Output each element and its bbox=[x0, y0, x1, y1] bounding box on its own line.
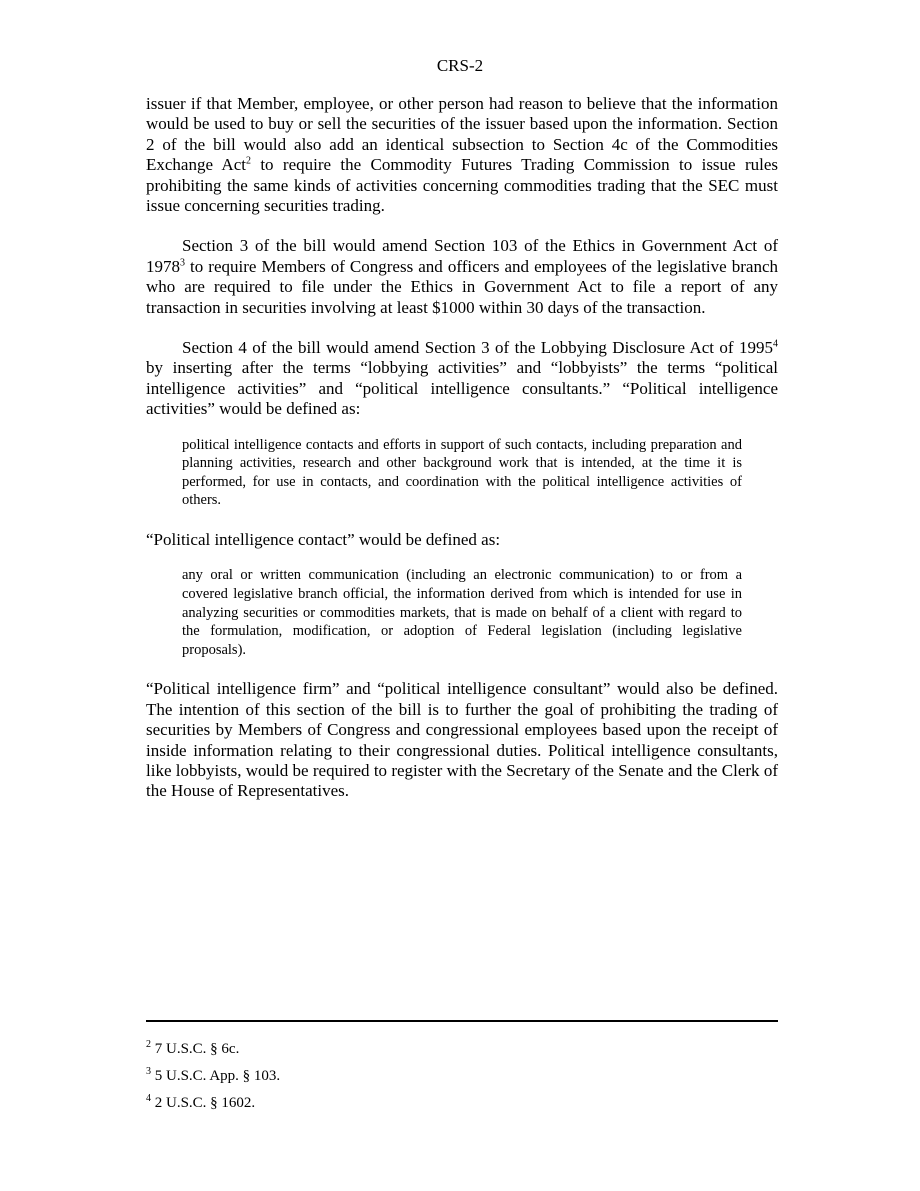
footnote-ref-3: 3 bbox=[180, 257, 185, 269]
paragraph-text: Section 4 of the bill would amend Section 3 of the Lobbying Disclosure Act of 1995 bbox=[182, 338, 773, 358]
footnote-text: 5 U.S.C. App. § 103. bbox=[151, 1068, 281, 1084]
paragraph-section-3 bbox=[146, 236, 778, 318]
footnote-number: 3 bbox=[146, 1066, 151, 1077]
paragraph-section-2 bbox=[146, 94, 778, 216]
footnote-text: 2 U.S.C. § 1602. bbox=[151, 1095, 256, 1111]
block-quote-contact-definition: any oral or written communication (including an electronic communication) to or from a covered legislative branch official, the information derived from which is intended for use in analyzing securities or commodities markets, that is made on behalf of a client with regard to the formulation, modification, or adoption of Federal legislation (including legislative proposals). bbox=[182, 567, 742, 658]
footnote-number: 4 bbox=[146, 1093, 151, 1104]
paragraph-contact-intro: “Political intelligence contact” would be defined as: bbox=[146, 530, 501, 550]
page-number-header: CRS-2 bbox=[436, 56, 484, 75]
paragraph-text: to require the Commodity Futures Trading Commission to issue rules prohibiting the same kinds of activities concerning commodities trading that the SEC must issue concerning securities trading. bbox=[146, 155, 778, 216]
footnote-number: 2 bbox=[146, 1039, 151, 1050]
footnote-ref-2: 2 bbox=[245, 155, 251, 167]
block-quote-activities-definition: political intelligence contacts and efforts in support of such contacts, including preparation and planning activities, research and other background work that is intended, at the time it is performed, for use in contacts, and coordination with the political intelligence activities of others. bbox=[182, 436, 742, 509]
footnote-4 bbox=[146, 1094, 778, 1112]
footnote-text: 7 U.S.C. § 6c. bbox=[151, 1041, 240, 1057]
paragraph-text: issuer if that Member, employee, or other person had reason to believe that the information would be used to buy or sell the securities of the issuer based upon the information. Section 2 of the bill would also add an identical subsection to Section 4c of the Commodities Exchange Act bbox=[146, 94, 778, 175]
paragraph-text: by inserting after the terms “lobbying activities” and “lobbyists” the terms “political intelligence activities” and “political intelligence consultants.” “Political intelligence activities” would be defined as: bbox=[146, 358, 778, 419]
paragraph-text: to require Members of Congress and officers and employees of the legislative branch who are required to file under the Ethics in Government Act to file a report of any transaction in securities involving at least $1000 within 30 days of the transaction. bbox=[146, 256, 778, 317]
footnote-2 bbox=[146, 1040, 778, 1058]
footnote-divider bbox=[146, 1020, 778, 1022]
footnotes bbox=[146, 1040, 778, 1121]
footnote-ref-4: 4 bbox=[773, 338, 778, 350]
paragraph-text: Section 3 of the bill would amend Section 103 of the Ethics in Government Act of 1978 bbox=[146, 236, 778, 276]
footnote-3 bbox=[146, 1067, 778, 1085]
document-body bbox=[146, 94, 778, 802]
paragraph-section-4 bbox=[146, 338, 778, 420]
paragraph-firm-consultant: “Political intelligence firm” and “political intelligence consultant” would also be defined. The intention of this section of the bill is to further the goal of prohibiting the trading of securities by Members of Congress and congressional employees based upon the receipt of inside information relating to their congressional duties. Political intelligence consultants, like lobbyists, would be required to register with the Secretary of the Senate and the Clerk of the House of Representatives. bbox=[146, 679, 778, 801]
